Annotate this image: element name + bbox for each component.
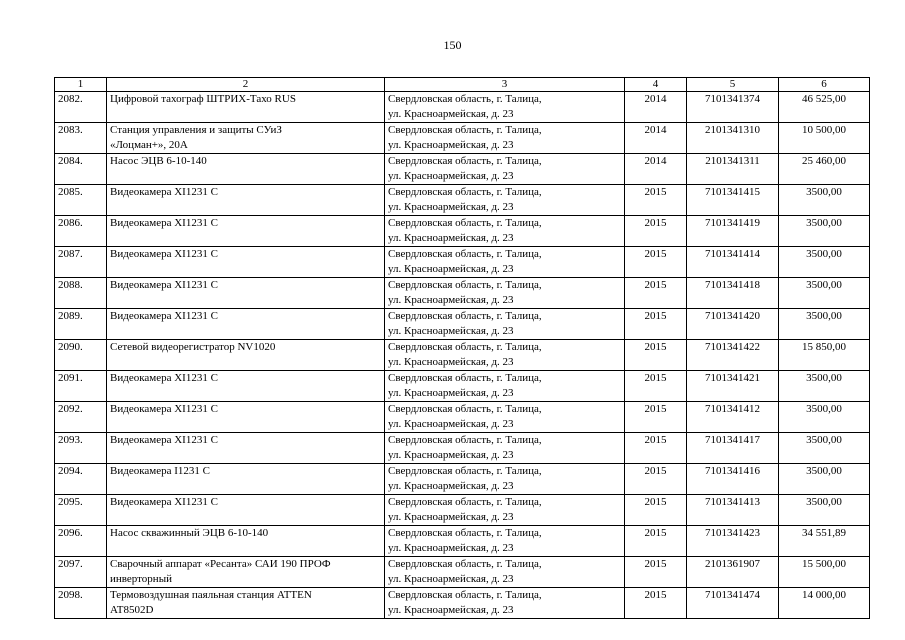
row-number-cell: 2082. xyxy=(55,92,107,123)
inventory-number-cell: 7101341474 xyxy=(687,588,779,619)
address-cell xyxy=(385,216,625,247)
value-cell: 3500,00 xyxy=(779,309,870,340)
address-cell xyxy=(385,185,625,216)
address-line: Свердловская область, г. Талица, xyxy=(388,496,542,508)
item-name-line xyxy=(110,324,381,339)
item-name-line: Термовоздушная паяльная станция ATTEN xyxy=(110,589,312,601)
address-line: Свердловская область, г. Талица, xyxy=(388,217,542,229)
address-cell xyxy=(385,92,625,123)
item-name-line: Насос ЭЦВ 6-10-140 xyxy=(110,155,207,167)
row-number-cell: 2090. xyxy=(55,340,107,371)
address-cell xyxy=(385,526,625,557)
table-row xyxy=(55,154,870,185)
year-cell: 2015 xyxy=(625,588,687,619)
item-name-cell xyxy=(107,557,385,588)
table-row xyxy=(55,123,870,154)
property-registry-table xyxy=(54,77,870,619)
address-cell xyxy=(385,588,625,619)
address-line: ул. Красноармейская, д. 23 xyxy=(388,139,514,151)
item-name-line: Видеокамера XI1231 C xyxy=(110,434,218,446)
item-name-line xyxy=(110,262,381,277)
row-number-cell: 2083. xyxy=(55,123,107,154)
inventory-number-cell: 7101341422 xyxy=(687,340,779,371)
item-name-line xyxy=(110,107,381,122)
table-row xyxy=(55,557,870,588)
year-cell: 2014 xyxy=(625,92,687,123)
address-line: Свердловская область, г. Талица, xyxy=(388,589,542,601)
table-header-row xyxy=(55,78,870,92)
item-name-line xyxy=(110,355,381,370)
address-cell xyxy=(385,309,625,340)
page-number: 150 xyxy=(443,38,462,52)
inventory-number-cell: 7101341419 xyxy=(687,216,779,247)
table-row xyxy=(55,340,870,371)
item-name-cell xyxy=(107,123,385,154)
address-line: ул. Красноармейская, д. 23 xyxy=(388,387,514,399)
item-name-cell xyxy=(107,526,385,557)
value-cell: 15 850,00 xyxy=(779,340,870,371)
item-name-line xyxy=(110,417,381,432)
inventory-number-cell: 7101341420 xyxy=(687,309,779,340)
inventory-number-cell: 7101341416 xyxy=(687,464,779,495)
item-name-line: Насос скважинный ЭЦВ 6-10-140 xyxy=(110,527,269,539)
row-number-cell: 2096. xyxy=(55,526,107,557)
item-name-line: Видеокамера I1231 C xyxy=(110,465,210,477)
inventory-number-cell: 7101341412 xyxy=(687,402,779,433)
item-name-line: Видеокамера XI1231 C xyxy=(110,186,218,198)
address-line: ул. Красноармейская, д. 23 xyxy=(388,573,514,585)
item-name-cell xyxy=(107,340,385,371)
address-line: Свердловская область, г. Талица, xyxy=(388,558,542,570)
row-number-cell: 2084. xyxy=(55,154,107,185)
table-row xyxy=(55,278,870,309)
inventory-number-cell: 7101341421 xyxy=(687,371,779,402)
address-cell xyxy=(385,340,625,371)
inventory-number-cell: 7101341414 xyxy=(687,247,779,278)
table-body xyxy=(55,92,870,619)
item-name-line xyxy=(110,541,381,556)
address-line: Свердловская область, г. Талица, xyxy=(388,372,542,384)
address-line: ул. Красноармейская, д. 23 xyxy=(388,449,514,461)
address-cell xyxy=(385,464,625,495)
row-number-cell: 2095. xyxy=(55,495,107,526)
year-cell: 2015 xyxy=(625,309,687,340)
value-cell: 3500,00 xyxy=(779,247,870,278)
inventory-number-cell: 2101341311 xyxy=(687,154,779,185)
column-header-4: 4 xyxy=(625,78,687,92)
row-number-cell: 2094. xyxy=(55,464,107,495)
address-line: Свердловская область, г. Талица, xyxy=(388,279,542,291)
address-line: ул. Красноармейская, д. 23 xyxy=(388,232,514,244)
value-cell: 14 000,00 xyxy=(779,588,870,619)
inventory-number-cell: 2101361907 xyxy=(687,557,779,588)
address-line: Свердловская область, г. Талица, xyxy=(388,93,542,105)
table-row xyxy=(55,495,870,526)
address-line: ул. Красноармейская, д. 23 xyxy=(388,170,514,182)
address-line: ул. Красноармейская, д. 23 xyxy=(388,604,514,616)
year-cell: 2015 xyxy=(625,340,687,371)
item-name-line: AT8502D xyxy=(110,604,154,616)
address-cell xyxy=(385,278,625,309)
value-cell: 3500,00 xyxy=(779,464,870,495)
year-cell: 2015 xyxy=(625,526,687,557)
year-cell: 2015 xyxy=(625,185,687,216)
item-name-cell xyxy=(107,154,385,185)
address-line: Свердловская область, г. Талица, xyxy=(388,403,542,415)
table-row xyxy=(55,247,870,278)
column-header-3: 3 xyxy=(385,78,625,92)
table-row xyxy=(55,588,870,619)
inventory-number-cell: 2101341310 xyxy=(687,123,779,154)
item-name-line xyxy=(110,293,381,308)
item-name-line xyxy=(110,479,381,494)
address-line: ул. Красноармейская, д. 23 xyxy=(388,294,514,306)
value-cell: 25 460,00 xyxy=(779,154,870,185)
value-cell: 34 551,89 xyxy=(779,526,870,557)
table-row xyxy=(55,185,870,216)
value-cell: 3500,00 xyxy=(779,216,870,247)
address-cell xyxy=(385,247,625,278)
inventory-number-cell: 7101341423 xyxy=(687,526,779,557)
inventory-number-cell: 7101341415 xyxy=(687,185,779,216)
year-cell: 2014 xyxy=(625,123,687,154)
row-number-cell: 2092. xyxy=(55,402,107,433)
item-name-line xyxy=(110,200,381,215)
column-header-2: 2 xyxy=(107,78,385,92)
item-name-line: «Лоцман+», 20А xyxy=(110,139,188,151)
row-number-cell: 2089. xyxy=(55,309,107,340)
year-cell: 2015 xyxy=(625,402,687,433)
year-cell: 2015 xyxy=(625,557,687,588)
address-line: ул. Красноармейская, д. 23 xyxy=(388,480,514,492)
value-cell: 3500,00 xyxy=(779,278,870,309)
address-cell xyxy=(385,123,625,154)
row-number-cell: 2085. xyxy=(55,185,107,216)
address-line: ул. Красноармейская, д. 23 xyxy=(388,542,514,554)
address-line: Свердловская область, г. Талица, xyxy=(388,124,542,136)
row-number-cell: 2097. xyxy=(55,557,107,588)
year-cell: 2015 xyxy=(625,278,687,309)
item-name-line: Видеокамера XI1231 C xyxy=(110,248,218,260)
row-number-cell: 2098. xyxy=(55,588,107,619)
table-row xyxy=(55,402,870,433)
item-name-line: Видеокамера XI1231 C xyxy=(110,496,218,508)
year-cell: 2015 xyxy=(625,495,687,526)
year-cell: 2015 xyxy=(625,371,687,402)
column-header-6: 6 xyxy=(779,78,870,92)
table-row xyxy=(55,309,870,340)
item-name-cell xyxy=(107,92,385,123)
address-cell xyxy=(385,495,625,526)
address-cell xyxy=(385,371,625,402)
address-line: ул. Красноармейская, д. 23 xyxy=(388,263,514,275)
item-name-line: Сварочный аппарат «Ресанта» САИ 190 ПРОФ xyxy=(110,558,331,570)
address-line: Свердловская область, г. Талица, xyxy=(388,155,542,167)
address-line: Свердловская область, г. Талица, xyxy=(388,434,542,446)
address-cell xyxy=(385,557,625,588)
inventory-number-cell: 7101341417 xyxy=(687,433,779,464)
address-line: Свердловская область, г. Талица, xyxy=(388,186,542,198)
item-name-line: Видеокамера XI1231 C xyxy=(110,217,218,229)
value-cell: 3500,00 xyxy=(779,185,870,216)
inventory-number-cell: 7101341418 xyxy=(687,278,779,309)
table-row xyxy=(55,526,870,557)
inventory-number-cell: 7101341413 xyxy=(687,495,779,526)
item-name-line xyxy=(110,510,381,525)
item-name-cell xyxy=(107,464,385,495)
value-cell: 15 500,00 xyxy=(779,557,870,588)
item-name-cell xyxy=(107,309,385,340)
item-name-line: Видеокамера XI1231 C xyxy=(110,310,218,322)
address-line: ул. Красноармейская, д. 23 xyxy=(388,325,514,337)
year-cell: 2015 xyxy=(625,464,687,495)
address-line: Свердловская область, г. Талица, xyxy=(388,248,542,260)
value-cell: 3500,00 xyxy=(779,371,870,402)
row-number-cell: 2086. xyxy=(55,216,107,247)
item-name-line: Цифровой тахограф ШТРИХ-Тахо RUS xyxy=(110,93,296,105)
item-name-cell xyxy=(107,433,385,464)
year-cell: 2015 xyxy=(625,433,687,464)
table-row xyxy=(55,464,870,495)
item-name-line: Видеокамера XI1231 C xyxy=(110,403,218,415)
address-line: Свердловская область, г. Талица, xyxy=(388,527,542,539)
item-name-cell xyxy=(107,371,385,402)
item-name-cell xyxy=(107,216,385,247)
value-cell: 3500,00 xyxy=(779,433,870,464)
table-row xyxy=(55,92,870,123)
item-name-line xyxy=(110,448,381,463)
value-cell: 3500,00 xyxy=(779,495,870,526)
column-header-5: 5 xyxy=(687,78,779,92)
table-row xyxy=(55,216,870,247)
address-line: ул. Красноармейская, д. 23 xyxy=(388,356,514,368)
inventory-number-cell: 7101341374 xyxy=(687,92,779,123)
row-number-cell: 2093. xyxy=(55,433,107,464)
table-row xyxy=(55,371,870,402)
item-name-cell xyxy=(107,278,385,309)
item-name-line: Видеокамера XI1231 C xyxy=(110,372,218,384)
value-cell: 10 500,00 xyxy=(779,123,870,154)
address-line: ул. Красноармейская, д. 23 xyxy=(388,511,514,523)
item-name-cell xyxy=(107,588,385,619)
value-cell: 46 525,00 xyxy=(779,92,870,123)
item-name-cell xyxy=(107,402,385,433)
item-name-line: инверторный xyxy=(110,573,172,585)
row-number-cell: 2091. xyxy=(55,371,107,402)
address-line: ул. Красноармейская, д. 23 xyxy=(388,201,514,213)
address-line: Свердловская область, г. Талица, xyxy=(388,310,542,322)
item-name-cell xyxy=(107,495,385,526)
address-cell xyxy=(385,433,625,464)
address-line: Свердловская область, г. Талица, xyxy=(388,341,542,353)
item-name-line xyxy=(110,386,381,401)
item-name-line: Станция управления и защиты СУиЗ xyxy=(110,124,282,136)
year-cell: 2014 xyxy=(625,154,687,185)
item-name-cell xyxy=(107,247,385,278)
year-cell: 2015 xyxy=(625,216,687,247)
table-row xyxy=(55,433,870,464)
item-name-line: Видеокамера XI1231 C xyxy=(110,279,218,291)
address-cell xyxy=(385,154,625,185)
item-name-line: Сетевой видеорегистратор NV1020 xyxy=(110,341,276,353)
address-line: ул. Красноармейская, д. 23 xyxy=(388,108,514,120)
row-number-cell: 2088. xyxy=(55,278,107,309)
address-line: ул. Красноармейская, д. 23 xyxy=(388,418,514,430)
address-cell xyxy=(385,402,625,433)
item-name-cell xyxy=(107,185,385,216)
row-number-cell: 2087. xyxy=(55,247,107,278)
year-cell: 2015 xyxy=(625,247,687,278)
value-cell: 3500,00 xyxy=(779,402,870,433)
address-line: Свердловская область, г. Талица, xyxy=(388,465,542,477)
item-name-line xyxy=(110,231,381,246)
item-name-line xyxy=(110,169,381,184)
column-header-1: 1 xyxy=(55,78,107,92)
